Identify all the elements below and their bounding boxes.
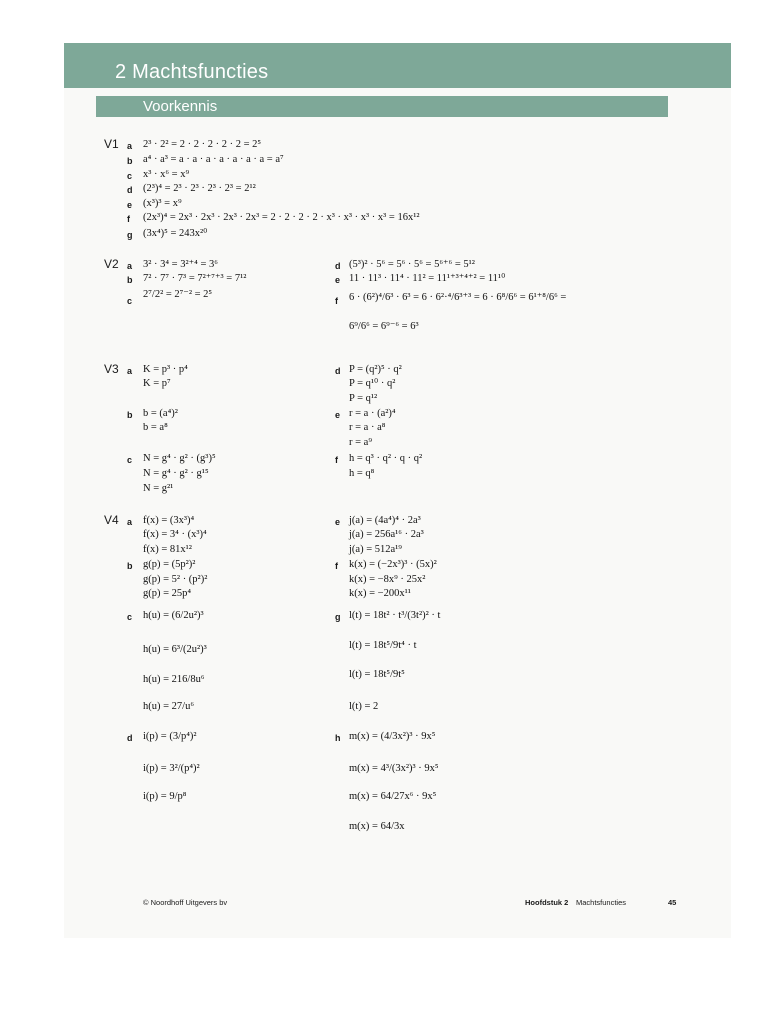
item-letter: g: [127, 230, 133, 240]
item-letter: b: [127, 561, 133, 571]
item-letter: d: [335, 366, 341, 376]
solution-v4-e-line: j(a) = (4a⁴)⁴ · 2a³: [349, 515, 421, 526]
page-number: 45: [668, 898, 677, 907]
solution-v4-f-line: k(x) = −200x¹¹: [349, 588, 411, 599]
solution-v1-d: (2³)⁴ = 2³ · 2³ · 2³ · 2³ = 2¹²: [143, 183, 256, 194]
solution-v4-a-line: f(x) = 3⁴ · (x³)⁴: [143, 529, 207, 540]
item-letter: e: [335, 275, 341, 285]
solution-v3-f-line: h = q⁸: [349, 468, 375, 479]
solution-v1-b: a⁴ · a³ = a · a · a · a · a · a · a = a⁷: [143, 154, 284, 165]
item-letter: a: [127, 517, 133, 527]
solution-v2-f-line2: 6⁹/6⁶ = 6⁹⁻⁶ = 6³: [349, 321, 419, 332]
solution-v1-g: (3x⁴)⁵ = 243x²⁰: [143, 228, 208, 239]
solution-v3-d-line: P = q¹⁰ · q²: [349, 378, 396, 389]
section-title: Voorkennis: [143, 98, 218, 115]
item-letter: f: [127, 214, 130, 224]
solution-v4-d-line: i(p) = (3/p⁴)²: [143, 731, 197, 742]
exercise-number-v2: V2: [104, 257, 119, 271]
solution-v2-d: (5³)² · 5⁶ = 5⁶ · 5⁶ = 5⁶⁺⁶ = 5¹²: [349, 259, 475, 270]
solution-v4-h-line: m(x) = (4/3x²)³ · 9x⁵: [349, 731, 436, 742]
solution-v3-e-line: r = a · (a²)⁴: [349, 408, 396, 419]
solution-v3-b-line: b = (a⁴)²: [143, 408, 178, 419]
item-letter: a: [127, 141, 133, 151]
item-letter: e: [127, 200, 133, 210]
exercise-number-v4: V4: [104, 513, 119, 527]
item-letter: f: [335, 296, 338, 306]
solution-v2-e: 11 · 11³ · 11⁴ · 11² = 11¹⁺³⁺⁴⁺² = 11¹⁰: [349, 273, 506, 284]
item-letter: g: [335, 612, 341, 622]
item-letter: b: [127, 275, 133, 285]
item-letter: e: [335, 410, 341, 420]
solution-v1-e: (x³)³ = x⁹: [143, 198, 182, 209]
solution-v3-a-line: K = p⁷: [143, 378, 171, 389]
solution-v1-a: 2³ · 2² = 2 · 2 · 2 · 2 · 2 = 2⁵: [143, 139, 262, 150]
item-letter: h: [335, 733, 341, 743]
item-letter: b: [127, 156, 133, 166]
solution-v3-b-line: b = a⁸: [143, 422, 168, 433]
item-letter: c: [127, 455, 133, 465]
solution-v4-d-line: i(p) = 3²/(p⁴)²: [143, 763, 200, 774]
solution-v2-c: 2⁷/2² = 2⁷⁻² = 2⁵: [143, 289, 213, 300]
solution-v1-f: (2x³)⁴ = 2x³ · 2x³ · 2x³ · 2x³ = 2 · 2 · 2 · 2 · x³ · x³ · x³ · x³ = 16x¹²: [143, 212, 420, 223]
solution-v4-g-line: l(t) = 18t⁵/9t⁴ · t: [349, 640, 417, 651]
item-letter: f: [335, 561, 338, 571]
solution-v4-c-line: h(u) = 216/8u⁶: [143, 674, 205, 685]
solution-v3-c-line: N = g²¹: [143, 483, 174, 494]
footer-chapter-name: Machtsfuncties: [576, 898, 627, 907]
item-letter: a: [127, 366, 133, 376]
item-letter: f: [335, 455, 338, 465]
solution-v4-g-line: l(t) = 18t² · t³/(3t²)² · t: [349, 610, 441, 621]
solution-v3-e-line: r = a⁹: [349, 437, 372, 448]
solution-v4-f-line: k(x) = −8x⁹ · 25x²: [349, 574, 426, 585]
solution-v4-b-line: g(p) = (5p²)²: [143, 559, 196, 570]
solution-v2-b: 7² · 7⁷ · 7³ = 7²⁺⁷⁺³ = 7¹²: [143, 273, 247, 284]
solution-v3-c-line: N = g⁴ · g² · (g³)⁵: [143, 453, 216, 464]
item-letter: d: [127, 733, 133, 743]
solution-v1-c: x³ · x⁶ = x⁹: [143, 169, 190, 180]
footer-chapter-label: Hoofdstuk 2: [525, 898, 569, 907]
solution-v4-g-line: l(t) = 18t⁵/9t⁵: [349, 669, 405, 680]
solution-v3-c-line: N = g⁴ · g² · g¹⁵: [143, 468, 209, 479]
solution-v4-h-line: m(x) = 64/27x⁶ · 9x⁵: [349, 791, 437, 802]
solution-v3-e-line: r = a · a⁸: [349, 422, 386, 433]
solution-v4-c-line: h(u) = 6³/(2u²)³: [143, 644, 207, 655]
item-letter: c: [127, 296, 133, 306]
solution-v4-b-line: g(p) = 25p⁴: [143, 588, 192, 599]
solution-v4-d-line: i(p) = 9/p⁸: [143, 791, 187, 802]
exercise-number-v1: V1: [104, 137, 119, 151]
solution-v4-a-line: f(x) = (3x³)⁴: [143, 515, 195, 526]
solution-v4-c-line: h(u) = (6/2u²)³: [143, 610, 204, 621]
item-letter: d: [127, 185, 133, 195]
solution-v4-h-line: m(x) = 4³/(3x²)³ · 9x⁵: [349, 763, 439, 774]
item-letter: c: [127, 171, 133, 181]
solution-v3-d-line: P = q¹²: [349, 393, 378, 404]
solution-v3-a-line: K = p³ · p⁴: [143, 364, 188, 375]
solution-v4-g-line: l(t) = 2: [349, 701, 379, 712]
solution-v3-d-line: P = (q²)⁵ · q²: [349, 364, 402, 375]
solution-v4-a-line: f(x) = 81x¹²: [143, 544, 192, 555]
solution-v4-b-line: g(p) = 5² · (p²)²: [143, 574, 208, 585]
solution-v2-a: 3² · 3⁴ = 3²⁺⁴ = 3⁶: [143, 259, 218, 270]
solution-v2-f-line1: 6 · (6²)⁴/6³ · 6³ = 6 · 6²·⁴/6³⁺³ = 6 · 6⁸/6⁶ = 6¹⁺⁸/6⁶ =: [349, 292, 567, 303]
solution-v4-e-line: j(a) = 256a¹⁶ · 2a³: [349, 529, 424, 540]
item-letter: e: [335, 517, 341, 527]
solution-v3-f-line: h = q³ · q² · q · q²: [349, 453, 423, 464]
item-letter: c: [127, 612, 133, 622]
solution-v4-c-line: h(u) = 27/u⁶: [143, 701, 194, 712]
solution-v4-h-line: m(x) = 64/3x: [349, 821, 405, 832]
item-letter: d: [335, 261, 341, 271]
solution-v4-e-line: j(a) = 512a¹⁹: [349, 544, 402, 555]
exercise-number-v3: V3: [104, 362, 119, 376]
item-letter: b: [127, 410, 133, 420]
solution-v4-f-line: k(x) = (−2x³)³ · (5x)²: [349, 559, 437, 570]
item-letter: a: [127, 261, 133, 271]
copyright-notice: © Noordhoff Uitgevers bv: [143, 898, 228, 907]
chapter-title: 2 Machtsfuncties: [115, 61, 269, 83]
